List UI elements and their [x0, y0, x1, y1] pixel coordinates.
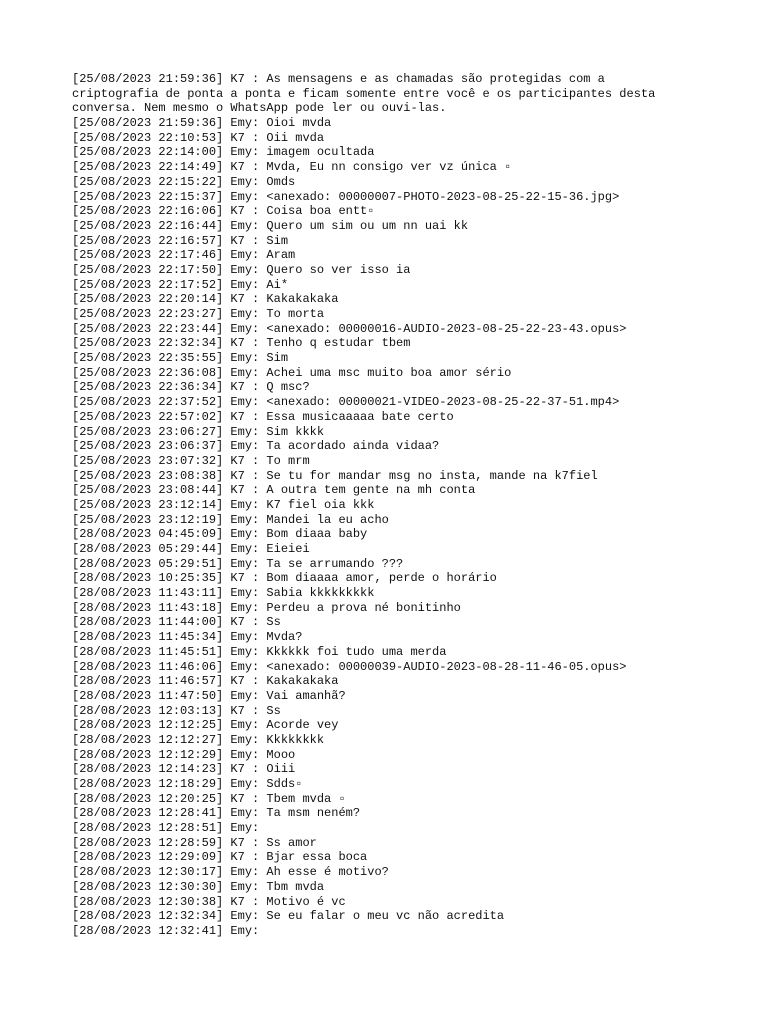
chat-line: [28/08/2023 04:45:09] Emy: Bom diaaa baby [72, 527, 368, 542]
chat-line: [25/08/2023 22:17:52] Emy: Ai* [72, 277, 289, 292]
chat-line: [25/08/2023 22:32:34] K7 : Tenho q estudar tbem [72, 336, 411, 351]
chat-line: [28/08/2023 12:14:23] K7 : Oiii [72, 762, 296, 777]
chat-line: [28/08/2023 12:30:17] Emy: Ah esse é motivo? [72, 865, 389, 880]
chat-line: [25/08/2023 22:37:52] Emy: <anexado: 00000021-VIDEO-2023-08-25-22-37-51.mp4> [72, 395, 620, 410]
chat-line: [25/08/2023 22:23:44] Emy: <anexado: 00000016-AUDIO-2023-08-25-22-23-43.opus> [72, 321, 627, 336]
chat-line: [28/08/2023 12:12:29] Emy: Mooo [72, 747, 296, 762]
chat-line: [28/08/2023 11:46:06] Emy: <anexado: 00000039-AUDIO-2023-08-28-11-46-05.opus> [72, 659, 627, 674]
chat-line: [25/08/2023 22:20:14] K7 : Kakakakaka [72, 292, 339, 307]
chat-line: [28/08/2023 11:45:51] Emy: Kkkkkk foi tudo uma merda [72, 644, 447, 659]
chat-line: [25/08/2023 23:08:44] K7 : A outra tem gente na mh conta [72, 483, 476, 498]
chat-line: [25/08/2023 23:12:14] Emy: K7 fiel oia kkk [72, 497, 375, 512]
chat-line: [28/08/2023 11:43:11] Emy: Sabia kkkkkkkkk [72, 586, 375, 601]
chat-line: [25/08/2023 22:57:02] K7 : Essa musicaaaaa bate certo [72, 409, 454, 424]
chat-line: [28/08/2023 12:20:25] K7 : Tbem mvda ▫ [72, 791, 346, 806]
chat-log-document [72, 72, 762, 939]
chat-line: [28/08/2023 12:30:38] K7 : Motivo é vc [72, 894, 346, 909]
chat-line: [25/08/2023 22:14:49] K7 : Mvda, Eu nn consigo ver vz única ▫ [72, 160, 512, 175]
chat-line: [25/08/2023 23:06:27] Emy: Sim kkkk [72, 424, 325, 439]
chat-line: [25/08/2023 21:59:36] Emy: Oioi mvda [72, 116, 332, 131]
chat-line: [28/08/2023 05:29:44] Emy: Eieiei [72, 542, 310, 556]
chat-line: [25/08/2023 22:16:06] K7 : Coisa boa entt▫ [72, 204, 375, 219]
chat-line: [28/08/2023 11:47:50] Emy: Vai amanhã? [72, 688, 346, 703]
chat-line: [28/08/2023 12:12:25] Emy: Acorde vey [72, 718, 339, 733]
chat-line: [25/08/2023 22:16:57] K7 : Sim [72, 233, 289, 248]
chat-line: [25/08/2023 22:35:55] Emy: Sim [72, 351, 289, 366]
chat-line: criptografia de ponta a ponta e ficam somente entre você e os participantes desta [72, 86, 656, 101]
chat-line: [28/08/2023 11:43:18] Emy: Perdeu a prova né bonitinho [72, 600, 461, 615]
chat-line: [28/08/2023 12:32:34] Emy: Se eu falar o meu vc não acredita [72, 909, 505, 924]
chat-line: [28/08/2023 12:03:13] K7 : Ss [72, 703, 281, 718]
chat-line: [25/08/2023 22:36:34] K7 : Q msc? [72, 380, 310, 395]
chat-line: [28/08/2023 12:18:29] Emy: Sdds▫ [72, 777, 303, 791]
chat-line: [25/08/2023 22:14:00] Emy: imagem ocultada [72, 145, 375, 160]
chat-line: [25/08/2023 22:23:27] Emy: To morta [72, 307, 325, 321]
chat-line: [28/08/2023 12:30:30] Emy: Tbm mvda [72, 879, 325, 894]
chat-line: [28/08/2023 11:46:57] K7 : Kakakakaka [72, 674, 339, 689]
chat-line: [28/08/2023 12:28:41] Emy: Ta msm neném? [72, 806, 361, 821]
chat-line: [28/08/2023 12:29:09] K7 : Bjar essa boca [72, 850, 368, 865]
chat-line: [28/08/2023 12:12:27] Emy: Kkkkkkkk [72, 732, 325, 747]
chat-line: [28/08/2023 11:45:34] Emy: Mvda? [72, 630, 303, 645]
chat-line: [25/08/2023 22:36:08] Emy: Achei uma msc muito boa amor sério [72, 365, 512, 380]
chat-line: [28/08/2023 12:32:41] Emy: [72, 923, 260, 938]
chat-line: [28/08/2023 10:25:35] K7 : Bom diaaaa amor, perde o horário [72, 571, 497, 586]
chat-line: [28/08/2023 11:44:00] K7 : Ss [72, 615, 281, 630]
chat-line: [25/08/2023 22:16:44] Emy: Quero um sim ou um nn uai kk [72, 218, 469, 233]
chat-line: conversa. Nem mesmo o WhatsApp pode ler ou ouvi-las. [72, 101, 447, 116]
chat-line: [25/08/2023 23:12:19] Emy: Mandei la eu acho [72, 512, 389, 527]
chat-line: [25/08/2023 22:17:50] Emy: Quero so ver isso ia [72, 262, 411, 277]
chat-line: [25/08/2023 23:07:32] K7 : To mrm [72, 453, 310, 468]
chat-line: [25/08/2023 22:15:37] Emy: <anexado: 00000007-PHOTO-2023-08-25-22-15-36.jpg> [72, 189, 620, 204]
chat-line: [25/08/2023 22:15:22] Emy: Omds [72, 174, 296, 189]
chat-line: [28/08/2023 12:28:51] Emy: [72, 821, 260, 836]
chat-line: [25/08/2023 23:06:37] Emy: Ta acordado ainda vidaa? [72, 439, 440, 454]
chat-line: [25/08/2023 23:08:38] K7 : Se tu for mandar msg no insta, mande na k7fiel [72, 468, 598, 483]
chat-line: [28/08/2023 12:28:59] K7 : Ss amor [72, 835, 317, 850]
chat-line: [25/08/2023 22:17:46] Emy: Aram [72, 248, 296, 263]
chat-line: [25/08/2023 21:59:36] K7 : As mensagens e as chamadas são protegidas com a [72, 72, 605, 86]
chat-line: [28/08/2023 05:29:51] Emy: Ta se arrumando ??? [72, 556, 404, 571]
chat-line: [25/08/2023 22:10:53] K7 : Oii mvda [72, 130, 325, 145]
